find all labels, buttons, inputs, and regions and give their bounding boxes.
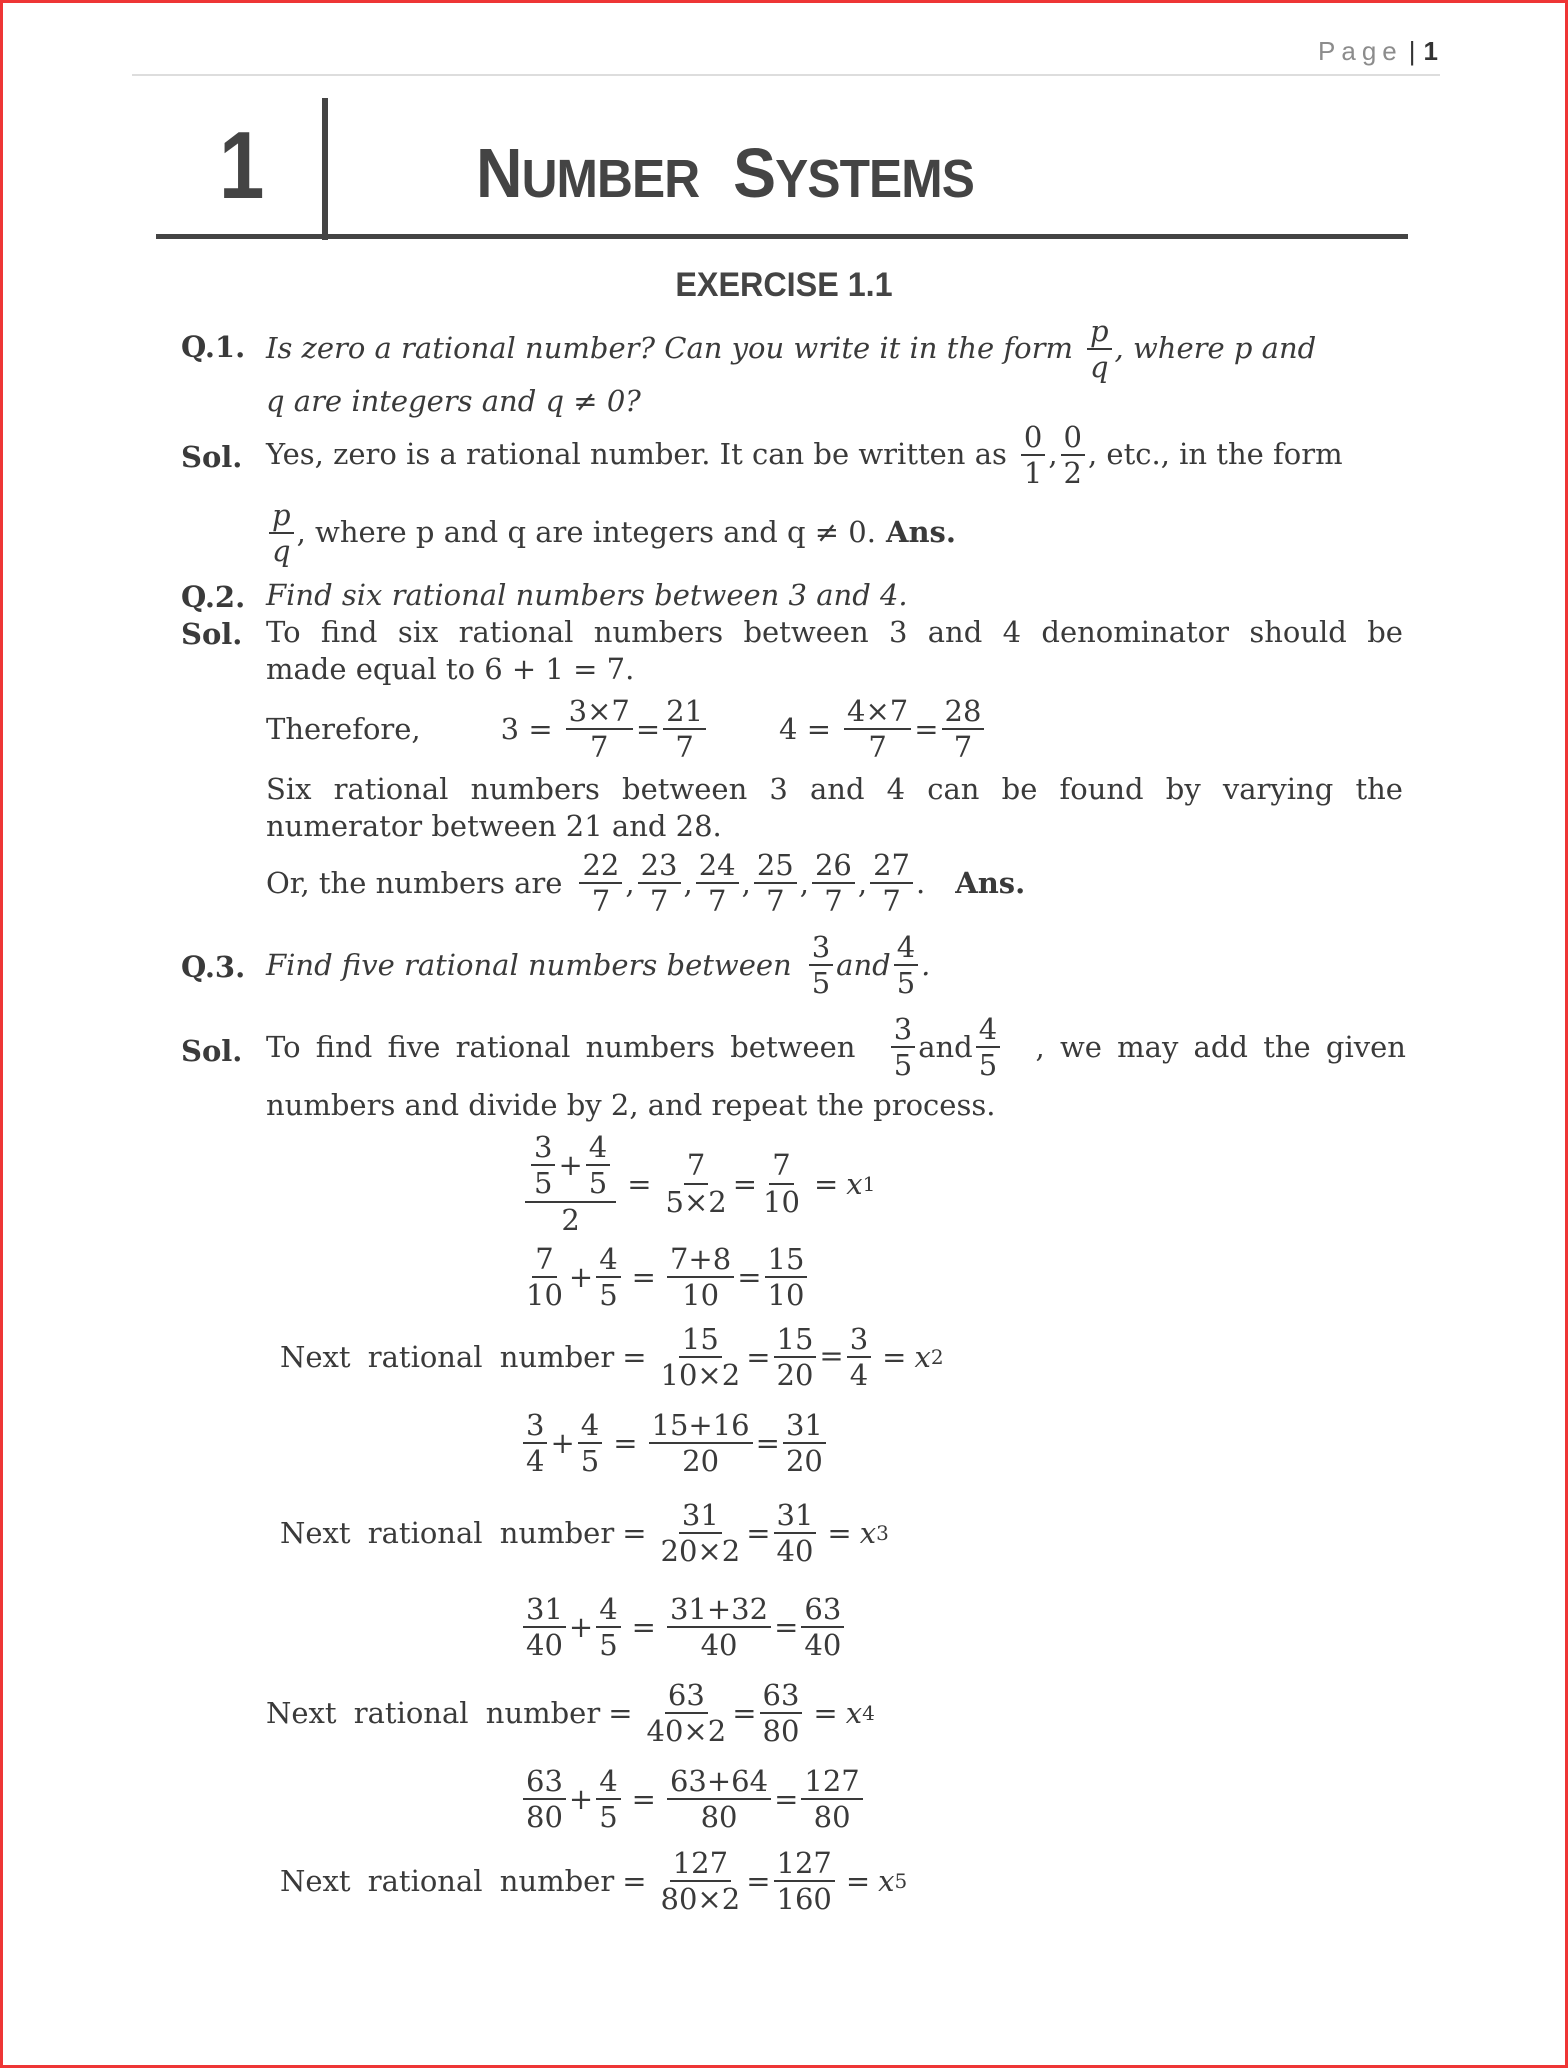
question-label: Q.2. — [181, 580, 246, 614]
word: six — [397, 615, 439, 649]
word: and — [810, 772, 865, 806]
fraction: $\frac{23}{7}$ — [638, 850, 681, 917]
solution-2-line4: numerator between 21 and 28. — [266, 809, 722, 843]
word: denominator — [1041, 615, 1229, 649]
addition-step: $\frac{7}{10}$ + $\frac{4}{5}$ = $\frac{7+8}{10}$ = $\frac{15}{10}$ — [520, 1244, 810, 1311]
word: Six — [266, 772, 312, 806]
fraction: $\frac{3}{5}$ — [891, 1014, 915, 1081]
fraction: $\frac{3}{5}$ — [809, 932, 833, 999]
fraction: $\frac{0}{2}$ — [1061, 422, 1085, 489]
addition-step: $\frac{31}{40}$ + $\frac{4}{5}$ = $\frac{31+32}{40}$ = $\frac{63}{40}$ — [520, 1594, 847, 1661]
fraction: $\frac{4}{5}$ — [596, 1594, 620, 1661]
fraction: $\frac{63}{80}$ — [760, 1680, 803, 1747]
solution-text: , we may add the given — [1035, 1030, 1406, 1065]
chapter-divider-horizontal — [156, 234, 1408, 239]
chapter-number: 1 — [219, 112, 265, 219]
fraction: $\frac{15+16}{20}$ — [649, 1410, 753, 1477]
fraction: $\frac{27}{7}$ — [870, 850, 913, 917]
next-label: Next rational number — [266, 1696, 601, 1731]
fraction: $\frac{15}{20}$ — [774, 1324, 817, 1391]
solution-label: Sol. — [181, 1034, 243, 1068]
word: rational — [458, 615, 574, 649]
fraction: $\frac{3}{4}$ — [523, 1410, 547, 1477]
fraction: $\frac{3}{4}$ — [847, 1324, 871, 1391]
question-2-text: Find six rational numbers between 3 and 4. — [266, 578, 908, 612]
word: 3 — [888, 615, 908, 649]
solution-label: Sol. — [181, 440, 243, 474]
next-rational-step: Next rational number = $\frac{31}{20\times 2}$ = $\frac{31}{40}$ = x 3 — [280, 1498, 889, 1569]
fraction: $\frac{63}{40}$ — [801, 1594, 844, 1661]
answer-fractions — [266, 850, 1025, 917]
question-text: Find five rational numbers between — [266, 948, 792, 983]
fraction: $\frac{31}{40}$ — [523, 1594, 566, 1661]
question-text: Is zero a rational number? Can you write it in the form — [266, 331, 1073, 366]
question-label: Q.3. — [181, 950, 246, 984]
answer-marker: Ans. — [955, 866, 1026, 901]
fraction: $\frac{22}{7}$ — [579, 850, 622, 917]
title-rest: YSTEMS — [775, 149, 974, 209]
equation-therefore: Therefore, 3 = $\frac{3\times 7}{7}$ = $\frac{21}{7}$ 4 = $\frac{4\times 7}{7}$ = $\frac{28}{7}$ — [266, 696, 987, 763]
solution-3-line1 — [266, 1014, 1406, 1081]
next-rational-step: Next rational number = $\frac{15}{10\times 2}$ = $\frac{15}{20}$ = $\frac{3}{4}$ = x 2 — [280, 1322, 944, 1393]
fraction: $\frac{25}{7}$ — [754, 850, 797, 917]
page-separator: | — [1408, 36, 1416, 66]
fraction: $\frac{0}{1}$ — [1021, 422, 1045, 489]
fraction: $\frac{63+64}{80}$ — [667, 1766, 771, 1833]
word: numbers — [470, 772, 600, 806]
title-rest: UMBER — [521, 149, 700, 209]
word: by — [1165, 772, 1201, 806]
word: be — [1001, 772, 1038, 806]
equation-lhs: 3 = — [500, 712, 553, 747]
compound-fraction: $\frac{3}{5}$ + $\frac{4}{5}$ 2 — [525, 1132, 616, 1235]
solution-1-line2 — [266, 500, 956, 567]
fraction: $\frac{127}{160}$ — [774, 1848, 835, 1915]
next-rational-step: Next rational number = $\frac{127}{80\times 2}$ = $\frac{127}{160}$ = x 5 — [280, 1846, 908, 1917]
word: should — [1249, 615, 1347, 649]
chapter-divider-vertical — [322, 98, 328, 240]
word: rational — [333, 772, 449, 806]
therefore-label: Therefore, — [266, 712, 421, 747]
fraction: $\frac{7}{5\times 2}$ — [665, 1148, 727, 1219]
solution-text: and — [918, 1030, 973, 1065]
fraction: $\frac{p}{q}$ — [269, 500, 294, 567]
fraction: $\frac{3\times 7}{7}$ — [566, 696, 633, 763]
fraction: $\frac{21}{7}$ — [663, 696, 706, 763]
word: 4 — [1002, 615, 1022, 649]
fraction: $\frac{31}{20\times 2}$ — [660, 1498, 741, 1569]
word: varying — [1222, 772, 1334, 806]
fraction: $\frac{4\times 7}{7}$ — [844, 696, 911, 763]
word: find — [320, 615, 378, 649]
question-1-text-line2: q are integers and q ≠ 0? — [266, 384, 641, 418]
word: be — [1367, 615, 1403, 649]
solution-text: , where p and q are integers and q ≠ 0. — [296, 515, 876, 550]
question-3-text: Find five rational numbers between $\frac{3}{5}$ and $\frac{4}{5}$ . — [266, 930, 931, 1001]
solution-text: Yes, zero is a rational number. It can be written as — [266, 437, 1007, 472]
exercise-heading: EXERCISE 1.1 — [675, 266, 893, 304]
page-number-header — [1318, 36, 1438, 67]
next-label: Next rational number — [280, 1864, 615, 1899]
chapter-title — [476, 134, 974, 212]
word: 3 — [769, 772, 788, 806]
word: To — [266, 615, 301, 649]
header-divider — [132, 74, 1440, 76]
next-label: Next rational number — [280, 1340, 615, 1375]
fraction: $\frac{28}{7}$ — [942, 696, 985, 763]
fraction-list: $\frac{22}{7}$ , $\frac{23}{7}$ , $\frac{24}{7}$ , $\frac{25}{7}$ , $\frac{26}{7}$ , $\frac{27}{7}$ . — [576, 850, 925, 917]
solution-2-line3 — [266, 774, 1403, 806]
word: numbers — [593, 615, 724, 649]
page-number: 1 — [1423, 36, 1438, 66]
solution-text: To find five rational numbers between — [266, 1030, 856, 1065]
question-text: and — [836, 948, 891, 983]
fraction: $\frac{31}{40}$ — [774, 1500, 817, 1567]
fraction: $\frac{4}{5}$ — [976, 1014, 1000, 1081]
fraction: $\frac{26}{7}$ — [812, 850, 855, 917]
solution-2-line2: made equal to 6 + 1 = 7. — [266, 652, 635, 686]
solution-1-line1: Yes, zero is a rational number. It can be written as $\frac{0}{1}$ , $\frac{0}{2}$ , etc., in the form — [266, 420, 1343, 491]
fraction: $\frac{4}{5}$ — [578, 1410, 602, 1477]
solution-text: , etc., in the form — [1087, 437, 1343, 472]
title-cap: N — [476, 134, 522, 212]
word: found — [1059, 772, 1144, 806]
addition-step: $\frac{3}{4}$ + $\frac{4}{5}$ = $\frac{15+16}{20}$ = $\frac{31}{20}$ — [520, 1410, 829, 1477]
word: and — [927, 615, 983, 649]
fraction: $\frac{4}{5}$ — [596, 1766, 620, 1833]
word: can — [927, 772, 980, 806]
fraction: $\frac{4}{5}$ — [894, 932, 918, 999]
fraction: $\frac{p}{q}$ — [1087, 316, 1112, 383]
word: between — [622, 772, 748, 806]
fraction: $\frac{127}{80}$ — [801, 1766, 862, 1833]
solution-2-line1 — [266, 617, 1403, 649]
fraction: $\frac{63}{80}$ — [523, 1766, 566, 1833]
fraction: $\frac{7}{10}$ — [526, 1242, 563, 1313]
page-label: Page — [1318, 36, 1403, 66]
fraction: $\frac{15}{10}$ — [765, 1244, 808, 1311]
fraction: $\frac{127}{80\times 2}$ — [660, 1846, 741, 1917]
fraction: $\frac{31}{20}$ — [783, 1410, 826, 1477]
answer-marker: Ans. — [885, 515, 956, 550]
answer-lead: Or, the numbers are — [266, 866, 563, 901]
word: between — [743, 615, 869, 649]
next-label: Next rational number — [280, 1516, 615, 1551]
step-x1: $\frac{3}{5}$ + $\frac{4}{5}$ 2 = $\frac{7}{5\times 2}$ = $\frac{7}{10}$ = x 1 — [522, 1132, 875, 1235]
fraction: $\frac{15}{10\times 2}$ — [660, 1322, 741, 1393]
fraction: $\frac{4}{5}$ — [596, 1244, 620, 1311]
fraction: $\frac{7}{10}$ — [763, 1148, 800, 1219]
word: 4 — [886, 772, 906, 806]
fraction: $\frac{7+8}{10}$ — [667, 1244, 734, 1311]
next-rational-step: Next rational number = $\frac{63}{40\times 2}$ = $\frac{63}{80}$ = x 4 — [266, 1678, 875, 1749]
question-label: Q.1. — [181, 330, 246, 364]
fraction: $\frac{63}{40\times 2}$ — [646, 1678, 727, 1749]
word: the — [1355, 772, 1403, 806]
title-cap: S — [733, 134, 776, 212]
equation-lhs: 4 = — [779, 712, 832, 747]
fraction: $\frac{31+32}{40}$ — [667, 1594, 771, 1661]
question-text: , where p and — [1114, 331, 1317, 366]
solution-label: Sol. — [181, 617, 243, 651]
solution-3-line2: numbers and divide by 2, and repeat the process. — [266, 1088, 996, 1122]
fraction: $\frac{24}{7}$ — [696, 850, 739, 917]
addition-step: $\frac{63}{80}$ + $\frac{4}{5}$ = $\frac{63+64}{80}$ = $\frac{127}{80}$ — [520, 1766, 866, 1833]
question-1-text — [266, 316, 1316, 383]
